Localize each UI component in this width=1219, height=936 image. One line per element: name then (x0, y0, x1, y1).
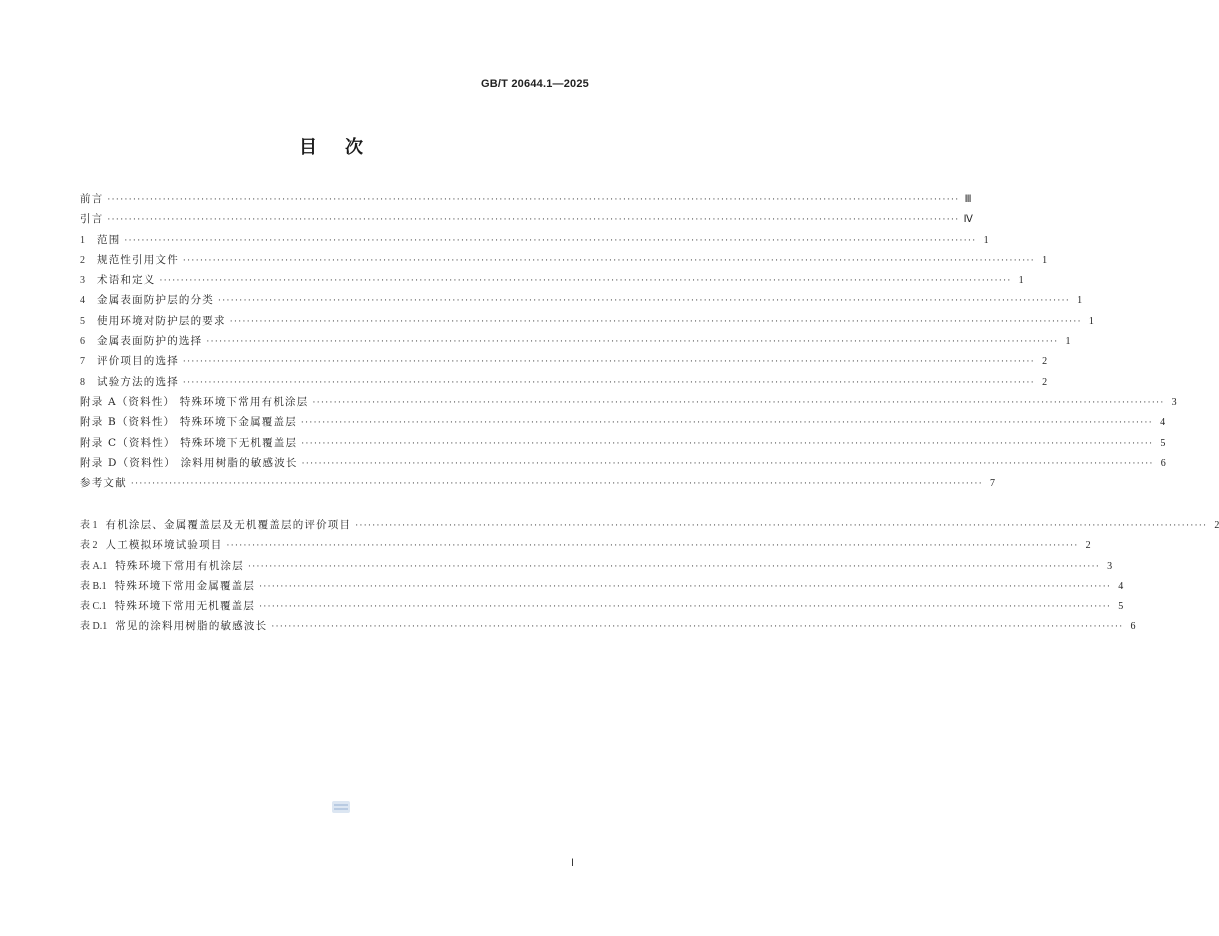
toc-entry[interactable] (80, 209, 973, 229)
entry-title: 附录 B（资料性） 特殊环境下金属覆盖层 (80, 416, 297, 429)
toc-entry[interactable] (80, 189, 972, 209)
entry-page-number: 2 (1042, 376, 1048, 388)
entry-number: 表 C.1 (80, 601, 107, 613)
toc-entry[interactable] (80, 453, 1166, 473)
toc-list (80, 189, 1177, 493)
table-entry[interactable] (80, 515, 1219, 535)
toc-entry[interactable] (80, 290, 1083, 310)
entry-page-number: Ⅳ (963, 214, 973, 226)
toc-entry[interactable] (80, 351, 1048, 371)
entry-page-number: 1 (1077, 295, 1083, 307)
entry-number: 表 2 (80, 540, 98, 552)
toc-entry[interactable] (80, 473, 995, 493)
entry-number: 3 (80, 275, 85, 287)
entry-page-number: 4 (1160, 417, 1166, 429)
entry-number: 5 (80, 315, 85, 327)
toc-entry[interactable] (80, 311, 1094, 331)
dot-leader: ········································································································································································································ (312, 397, 1165, 408)
entry-number: 2 (80, 254, 85, 266)
toc-entry[interactable] (80, 433, 1166, 453)
entry-page-number: 1 (983, 234, 989, 246)
dot-leader: ········································································································································································································ (124, 235, 977, 246)
entry-page-number: 7 (989, 478, 995, 490)
dot-leader: ········································································································································································································ (300, 418, 1154, 429)
entry-title: 有机涂层、金属覆盖层及无机覆盖层的评价项目 (105, 519, 352, 531)
table-entry[interactable] (80, 576, 1124, 596)
entry-number: 8 (80, 376, 85, 388)
entry-title: 参考文献 (80, 477, 127, 490)
entry-title: 人工模拟环境试验项目 (105, 539, 223, 552)
entry-title: 金属表面防护的选择 (97, 335, 203, 348)
dot-leader: ········································································································································································································ (206, 337, 1059, 348)
entry-number: 6 (80, 336, 85, 348)
entry-title: 使用环境对防护层的要求 (97, 314, 226, 327)
toc-entry[interactable] (80, 412, 1166, 432)
entry-page-number: 2 (1042, 356, 1048, 368)
entry-page-number: 1 (1042, 254, 1048, 266)
dot-leader: ········································································································································································································ (182, 357, 1036, 368)
entry-page-number: 6 (1130, 621, 1136, 633)
entry-page-number: 1 (1065, 336, 1071, 348)
entry-page-number: 6 (1160, 457, 1166, 469)
entry-page-number: 1 (1088, 315, 1094, 327)
entry-number: 4 (80, 295, 85, 307)
dot-leader: ········································································································································································································ (247, 561, 1101, 572)
dot-leader: ········································································································································································································ (229, 316, 1082, 327)
standard-code: GB/T 20644.1—2025 (481, 78, 589, 90)
dot-leader: ········································································································································································································ (218, 296, 1071, 307)
entry-title: 特殊环境下常用有机涂层 (115, 559, 244, 572)
dot-leader: ········································································································································································································ (107, 215, 960, 226)
table-entry[interactable] (80, 556, 1113, 576)
entry-title: 引言 (80, 213, 104, 226)
entry-page-number: Ⅲ (964, 194, 972, 205)
entry-number: 7 (80, 356, 85, 368)
entry-number: 表 D.1 (80, 621, 108, 633)
table-entry[interactable] (80, 596, 1124, 616)
entry-title: 规范性引用文件 (97, 253, 179, 266)
table-entry[interactable] (80, 616, 1136, 636)
dot-leader: ········································································································································································································ (355, 521, 1208, 531)
entry-title: 特殊环境下常用无机覆盖层 (114, 600, 256, 613)
footer-page-number: Ⅰ (571, 858, 574, 869)
entry-title: 术语和定义 (97, 274, 156, 287)
entry-number: 表 1 (80, 520, 98, 531)
watermark-logo-icon (331, 799, 351, 815)
toc-entry[interactable] (80, 230, 989, 250)
entry-title: 金属表面防护层的分类 (97, 294, 214, 307)
entry-title: 附录 A（资料性） 特殊环境下常用有机涂层 (80, 395, 309, 408)
entry-page-number: 3 (1107, 560, 1113, 572)
dot-leader: ········································································································································································································ (301, 458, 1154, 469)
dot-leader: ········································································································································································································ (107, 195, 960, 205)
entry-title: 特殊环境下常用金属覆盖层 (114, 579, 256, 592)
toc-entry[interactable] (80, 331, 1071, 351)
toc-entry[interactable] (80, 372, 1048, 392)
entry-page-number: 1 (1018, 275, 1024, 287)
entry-title: 评价项目的选择 (97, 355, 179, 368)
entry-page-number: 5 (1118, 601, 1124, 613)
entry-number: 表 A.1 (80, 560, 108, 572)
entry-title: 范围 (97, 233, 121, 246)
dot-leader: ········································································································································································································ (159, 276, 1012, 287)
dot-leader: ········································································································································································································ (182, 377, 1036, 388)
entry-title: 前言 (80, 193, 104, 205)
dot-leader: ········································································································································································································ (182, 255, 1036, 266)
entry-title: 附录 C（资料性） 特殊环境下无机覆盖层 (80, 436, 298, 449)
entry-page-number: 3 (1171, 396, 1177, 408)
dot-leader: ········································································································································································································ (259, 602, 1112, 613)
dot-leader: ········································································································································································································ (226, 541, 1079, 552)
entry-title: 试验方法的选择 (97, 375, 179, 388)
dot-leader: ········································································································································································································ (301, 438, 1154, 449)
entry-number: 1 (80, 234, 85, 246)
entry-page-number: 2 (1214, 520, 1219, 531)
toc-entry[interactable] (80, 392, 1177, 412)
dot-leader: ········································································································································································································ (259, 581, 1112, 592)
entry-page-number: 4 (1118, 580, 1124, 592)
table-list (80, 515, 1219, 637)
entry-title: 常见的涂料用树脂的敏感波长 (115, 620, 268, 633)
toc-entry[interactable] (80, 270, 1024, 290)
entry-number: 表 B.1 (80, 580, 107, 592)
dot-leader: ········································································································································································································ (271, 622, 1124, 633)
table-entry[interactable] (80, 535, 1091, 555)
entry-page-number: 5 (1160, 437, 1166, 449)
page-title: 目次 (299, 137, 391, 158)
toc-entry[interactable] (80, 250, 1048, 270)
entry-page-number: 2 (1085, 540, 1091, 552)
entry-title: 附录 D（资料性） 涂料用树脂的敏感波长 (80, 456, 298, 469)
dot-leader: ········································································································································································································ (130, 479, 983, 490)
